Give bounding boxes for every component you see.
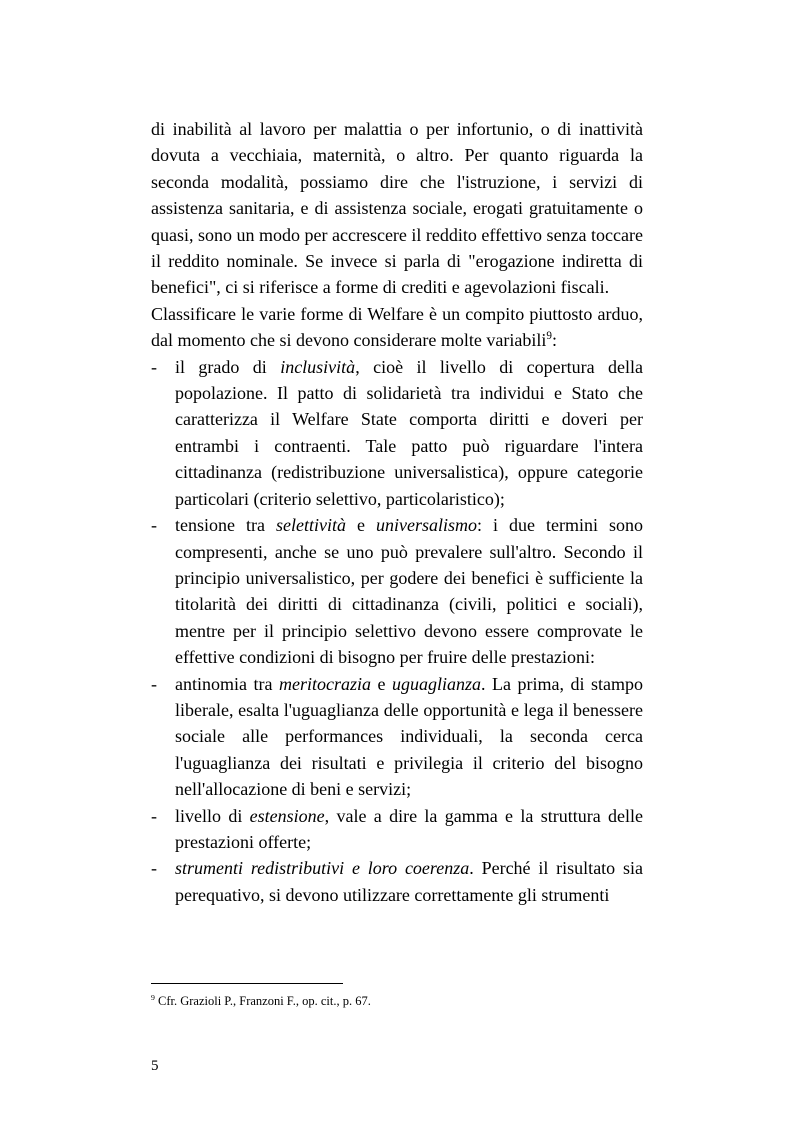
list-item — [151, 354, 643, 512]
item-emphasis: strumenti redistributivi e loro coerenza — [175, 858, 470, 879]
list-item — [151, 512, 643, 670]
paragraph-text: Classificare le varie forme di Welfare è un compito piuttosto arduo, dal momento che si devono considerare molte variabili — [151, 303, 643, 351]
item-emphasis: meritocrazia — [278, 673, 371, 694]
footnote-divider — [151, 983, 343, 984]
item-emphasis: selettività — [275, 515, 346, 536]
item-text: tensione tra — [175, 515, 276, 536]
item-text: e — [345, 515, 376, 536]
item-emphasis: inclusività — [280, 356, 356, 377]
item-text: e — [370, 673, 392, 694]
item-text: , vale a dire la gamma e la struttura delle prestazioni offerte; — [175, 805, 643, 852]
list-dash: - — [151, 805, 157, 826]
item-text: livello di — [175, 805, 250, 826]
footnote-reference[interactable]: 9 — [546, 330, 552, 343]
footnote-number: 9 — [151, 992, 155, 1002]
paragraph-text-end: : — [551, 330, 557, 351]
item-emphasis: uguaglianza — [392, 673, 482, 694]
item-text: il grado di — [175, 356, 281, 377]
list-dash: - — [151, 858, 157, 879]
list-item — [151, 855, 643, 908]
list-item — [151, 671, 643, 803]
list-dash: - — [151, 515, 157, 536]
page-number: 5 — [151, 1058, 159, 1074]
list-dash: - — [151, 356, 157, 377]
footnote — [151, 993, 371, 1009]
paragraph: di inabilità al lavoro per malattia o per infortunio, o di inattività dovuta a vecchiaia, maternità, o altro. Per quanto riguarda la seconda modalità, possiamo dire che l'istruzione, i servizi di assistenza sanitaria, e di assistenza sociale, erogati gratuitamente o quasi, sono un modo per accrescere il reddito effettivo senza toccare il reddito nominale. Se invece si parla di "erogazione indiretta di benefici", ci si riferisce a forme di crediti e agevolazioni fiscali. — [151, 119, 643, 298]
item-text: , cioè il livello di copertura della popolazione. Il patto di solidarietà tra individui e Stato che caratterizza il Welfare State comporta diritti e doveri per entrambi i contraenti. Tale patto può riguardare l'intera cittadinanza (redistribuzione universalistica), oppure categorie particolari (criterio selettivo, particolaristico); — [175, 356, 643, 509]
item-text: antinomia tra — [175, 673, 279, 694]
list-dash: - — [151, 673, 157, 694]
list-item — [151, 803, 643, 856]
body-text — [151, 116, 643, 908]
item-emphasis: estensione — [249, 805, 325, 826]
item-text: : i due termini sono compresenti, anche se uno può prevalere sull'altro. Secondo il principio universalistico, per godere dei benefici è sufficiente la titolarità dei diritti di cittadinanza (civili, politici e sociali), mentre per il principio selettivo devono essere comprovate le effettive condizioni di bisogno per fruire delle prestazioni: — [175, 515, 643, 668]
item-text: . Perché il risultato sia perequativo, si devono utilizzare correttamente gli strumenti — [175, 858, 643, 905]
item-text: . La prima, di stampo liberale, esalta l'uguaglianza delle opportunità e lega il benessere sociale alle performances individuali, la seconda cerca l'uguaglianza dei risultati e privilegia il criterio del bisogno nell'allocazione di beni e servizi; — [175, 673, 644, 800]
variables-list — [151, 354, 643, 909]
footnote-text: Cfr. Grazioli P., Franzoni F., op. cit., p. 67. — [154, 994, 371, 1008]
item-emphasis: universalismo — [375, 515, 477, 536]
paragraph — [151, 301, 643, 354]
